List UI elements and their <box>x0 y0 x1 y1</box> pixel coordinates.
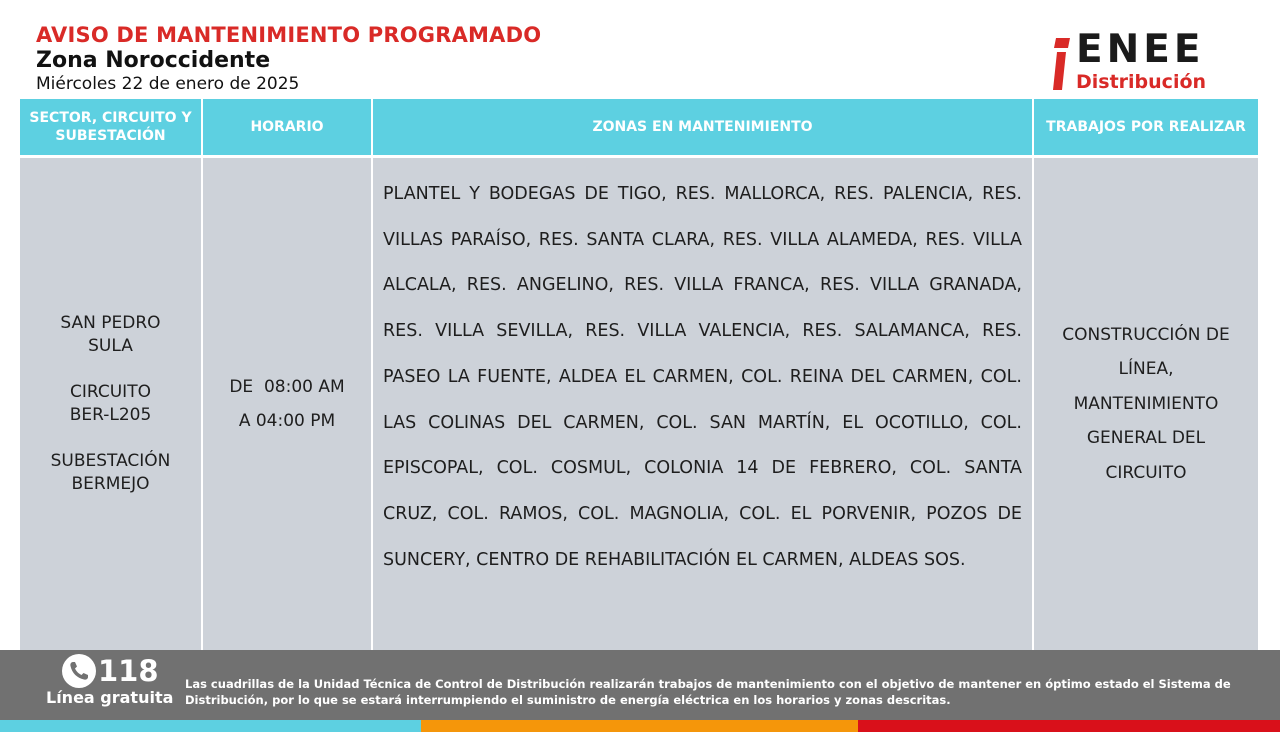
phone-number: 118 <box>98 654 159 688</box>
header-trabajos: TRABAJOS POR REALIZAR <box>1033 99 1258 157</box>
footer-message: Las cuadrillas de la Unidad Técnica de Control de Distribución realizarán trabajos de mantenimiento con el objetivo de mantener en óptimo estado el Sistema de Distribución, por lo que se estará interrumpiendo el suministro de energía eléctrica en los horarios y zonas descritas. <box>185 677 1231 707</box>
footer-bar <box>0 650 1280 720</box>
stripe-orange <box>421 720 858 732</box>
notice-title: AVISO DE MANTENIMIENTO PROGRAMADO <box>36 23 542 47</box>
circuit-name: CIRCUITO BER-L205 <box>69 382 152 425</box>
date-line: Miércoles 22 de enero de 2025 <box>36 74 300 94</box>
phone-label: Línea gratuita <box>46 688 174 707</box>
zone-title: Zona Noroccidente <box>36 48 271 73</box>
enee-logo <box>1050 27 1235 94</box>
stripe-cyan <box>0 720 421 732</box>
horario-cell <box>202 157 372 651</box>
stripe-red <box>858 720 1280 732</box>
zonas-value: PLANTEL Y BODEGAS DE TIGO, RES. MALLORCA, RES. PALENCIA, RES. VILLAS PARAÍSO, RES. SANTA CLARA, RES. VILLA ALAMEDA, RES. VILLA ALCALA, RES. ANGELINO, RES. VILLA FRANCA, RES. VILLA GRANADA, RES. VILLA SEVILLA, RES. VILLA VALENCIA, RES. SALAMANCA, RES. PASEO LA FUENTE, ALDEA EL CARMEN, COL. REINA DEL CARMEN, COL. LAS COLINAS DEL CARMEN, COL. SAN MARTÍN, EL OCOTILLO, COL. EPISCOPAL, COL. COSMUL, COLONIA 14 DE FEBRERO, COL. SANTA CRUZ, COL. RAMOS, COL. MAGNOLIA, COL. EL PORVENIR, POZOS DE SUNCERY, CENTRO DE REHABILITACIÓN EL CARMEN, ALDEAS SOS. <box>383 184 1022 570</box>
notice-header <box>36 22 541 94</box>
trabajos-cell <box>1033 157 1258 651</box>
phone-badge <box>62 654 96 688</box>
header-zonas: ZONAS EN MANTENIMIENTO <box>372 99 1033 157</box>
table-row <box>20 157 1258 651</box>
header-horario: HORARIO <box>202 99 372 157</box>
horario-value: DE 08:00 AM A 04:00 PM <box>229 377 351 431</box>
trabajos-value: CONSTRUCCIÓN DE LÍNEA, MANTENIMIENTO GENERAL DEL CIRCUITO <box>1062 324 1230 483</box>
header-sector: SECTOR, CIRCUITO Y SUBESTACIÓN <box>20 99 202 157</box>
maintenance-table <box>20 99 1258 650</box>
enee-flag-icon <box>1052 38 1070 90</box>
zonas-cell <box>372 157 1033 651</box>
sector-name: SAN PEDRO SULA <box>60 313 161 356</box>
logo-text: ENEE <box>1076 27 1205 72</box>
substation-name: SUBESTACIÓN BERMEJO <box>50 451 171 494</box>
table-header-row <box>20 99 1258 157</box>
sector-cell <box>20 157 202 651</box>
phone-icon <box>62 654 96 688</box>
logo-subtext: Distribución <box>1076 71 1207 93</box>
